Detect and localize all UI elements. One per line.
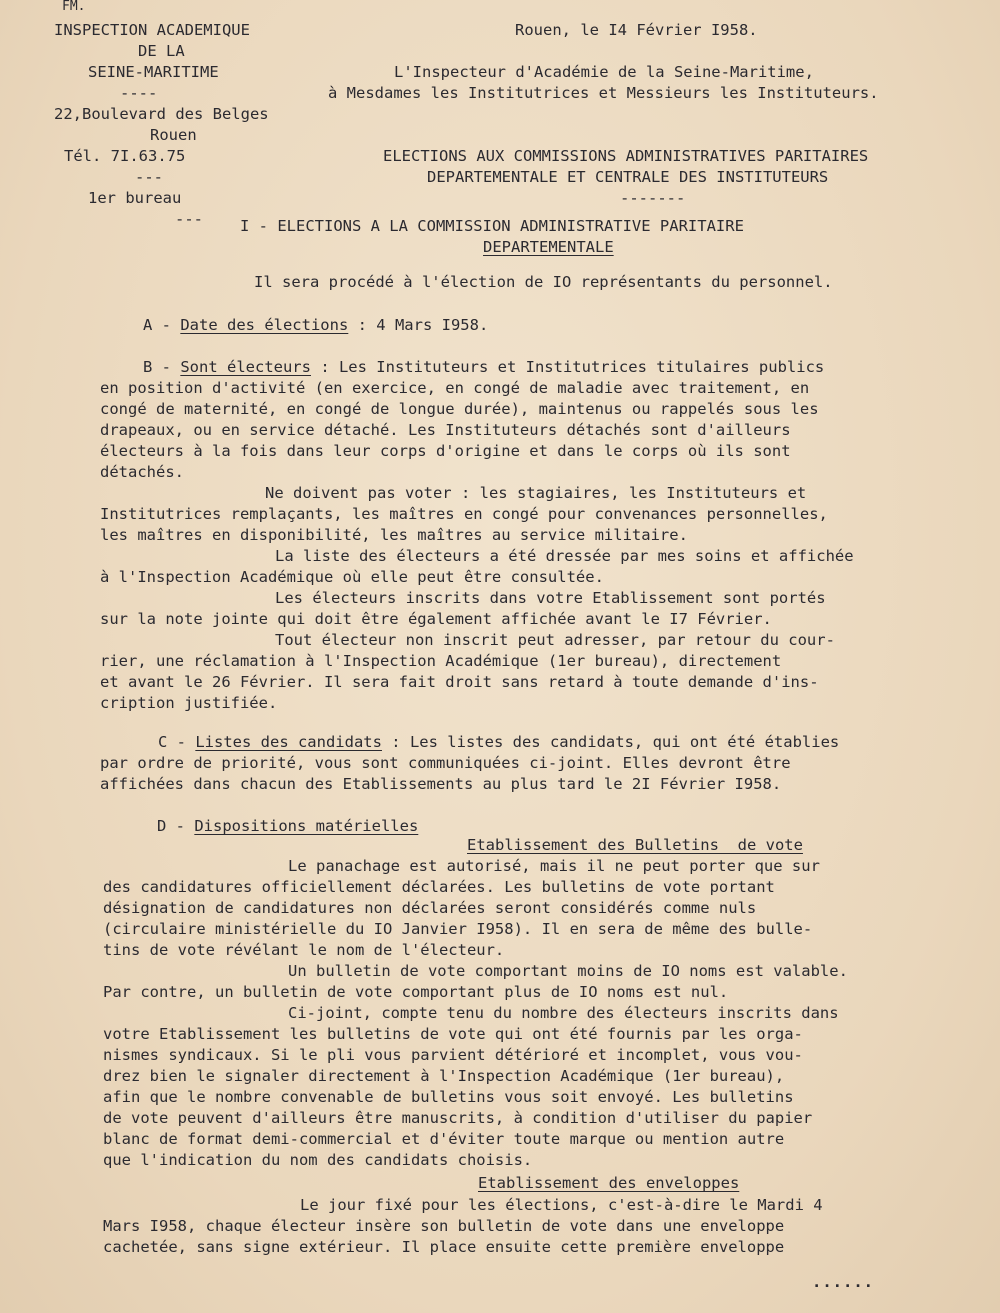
part-a: A - Date des élections : 4 Mars I958. bbox=[143, 316, 489, 334]
part-d-env-line-0: Le jour fixé pour les élections, c'est-à-dire le Mardi 4 bbox=[300, 1196, 823, 1214]
part-c-line-2: affichées dans chacun des Etablissements au plus tard le 2I Février I958. bbox=[100, 775, 782, 793]
part-d-line-14: que l'indication du nom des candidats choisis. bbox=[103, 1151, 533, 1169]
part-d-line-8: votre Etablissement les bulletins de vote qui ont été fournis par les orga- bbox=[103, 1025, 803, 1043]
part-b-line-1: en position d'activité (en exercice, en congé de maladie avec traitement, en bbox=[100, 379, 810, 397]
part-d-line-3: (circulaire ministérielle du IO Janvier I958). Il en sera de même des bulle- bbox=[103, 920, 813, 938]
org-name-line2: DE LA bbox=[138, 42, 185, 60]
org-name-line3: SEINE-MARITIME bbox=[88, 63, 219, 81]
part-b-line-16: cription justifiée. bbox=[100, 694, 278, 712]
part-b-line-4: électeurs à la fois dans leur corps d'origine et dans le corps où ils sont bbox=[100, 442, 791, 460]
part-b-line-15: et avant le 26 Février. Il sera fait droit sans retard à toute demande d'ins- bbox=[100, 673, 819, 691]
part-b-line-5: détachés. bbox=[100, 463, 184, 481]
title-separator: ------- bbox=[620, 189, 686, 207]
part-b-line-10: à l'Inspection Académique où elle peut être consultée. bbox=[100, 568, 604, 586]
part-b-line-6: Ne doivent pas voter : les stagiaires, les Instituteurs et bbox=[265, 484, 807, 502]
part-d-heading: D - Dispositions matérielles bbox=[157, 817, 419, 835]
subsection-ballots: Etablissement des Bulletins de vote bbox=[467, 836, 803, 854]
part-d-line-2: désignation de candidatures non déclarées seront considérés comme nuls bbox=[103, 899, 757, 917]
part-b-line-9: La liste des électeurs a été dressée par mes soins et affichée bbox=[275, 547, 854, 565]
part-d-line-11: afin que le nombre convenable de bulletins vous soit envoyé. Les bulletins bbox=[103, 1088, 794, 1106]
document-title-line1: ELECTIONS AUX COMMISSIONS ADMINISTRATIVES PARITAIRES bbox=[383, 147, 869, 165]
part-b-line-13: Tout électeur non inscrit peut adresser, par retour du cour- bbox=[275, 631, 835, 649]
part-d-env-line-1: Mars I958, chaque électeur insère son bulletin de vote dans une enveloppe bbox=[103, 1217, 785, 1235]
header-separator-2: --- bbox=[135, 168, 163, 186]
header-separator-1: ---- bbox=[120, 84, 158, 102]
part-a-title: Date des élections bbox=[180, 316, 349, 334]
part-d-line-6: Par contre, un bulletin de vote comportant plus de IO noms est nul. bbox=[103, 983, 729, 1001]
section-heading-line1: I - ELECTIONS A LA COMMISSION ADMINISTRATIVE PARITAIRE bbox=[240, 217, 744, 235]
subsection-envelopes: Etablissement des enveloppes bbox=[478, 1174, 740, 1192]
org-name-line1: INSPECTION ACADEMIQUE bbox=[54, 21, 250, 39]
part-d-line-4: tins de vote révélant le nom de l'électeur. bbox=[103, 941, 505, 959]
date-line: Rouen, le I4 Février I958. bbox=[515, 21, 758, 39]
part-d-title: Dispositions matérielles bbox=[194, 817, 419, 835]
part-c-title: Listes des candidats bbox=[195, 733, 382, 751]
section-intro: Il sera procédé à l'élection de IO représentants du personnel. bbox=[254, 273, 833, 291]
header-separator-3: --- bbox=[175, 210, 203, 228]
part-b-line-0: B - Sont électeurs : Les Instituteurs et Institutrices titulaires publics bbox=[143, 358, 825, 376]
continuation-dots: ...... bbox=[812, 1273, 874, 1291]
part-d-env-line-2: cachetée, sans signe extérieur. Il place ensuite cette première enveloppe bbox=[103, 1238, 785, 1256]
part-b-line-2: congé de maternité, en congé de longue durée), maintenus ou rappelés sous les bbox=[100, 400, 819, 418]
part-b-line-11: Les électeurs inscrits dans votre Etablissement sont portés bbox=[275, 589, 826, 607]
part-d-line-10: drez bien le signaler directement à l'Inspection Académique (1er bureau), bbox=[103, 1067, 785, 1085]
part-d-line-0: Le panachage est autorisé, mais il ne peut porter que sur bbox=[288, 857, 820, 875]
part-d-line-7: Ci-joint, compte tenu du nombre des électeurs inscrits dans bbox=[288, 1004, 839, 1022]
part-b-line-3: drapeaux, ou en service détaché. Les Instituteurs détachés sont d'ailleurs bbox=[100, 421, 791, 439]
part-d-line-1: des candidatures officiellement déclarées. Les bulletins de vote portant bbox=[103, 878, 775, 896]
part-c-line-0: C - Listes des candidats : Les listes des candidats, qui ont été établies bbox=[158, 733, 840, 751]
part-d-line-12: de vote peuvent d'ailleurs être manuscrits, à condition d'utiliser du papier bbox=[103, 1109, 813, 1127]
part-d-line-5: Un bulletin de vote comportant moins de IO noms est valable. bbox=[288, 962, 848, 980]
part-b-line-8: les maîtres en disponibilité, les maîtres au service militaire. bbox=[100, 526, 688, 544]
part-d-line-9: nismes syndicaux. Si le pli vous parvient détérioré et incomplet, vous vou- bbox=[103, 1046, 803, 1064]
part-d-line-13: blanc de format demi-commercial et d'éviter toute marque ou mention autre bbox=[103, 1130, 785, 1148]
address: 22,Boulevard des Belges bbox=[54, 105, 269, 123]
document-title-line2: DEPARTEMENTALE ET CENTRALE DES INSTITUTEURS bbox=[427, 168, 829, 186]
bureau: 1er bureau bbox=[88, 189, 182, 207]
section-heading-line2: DEPARTEMENTALE bbox=[483, 238, 614, 256]
part-b-line-7: Institutrices remplaçants, les maîtres en congé pour convenances personnelles, bbox=[100, 505, 828, 523]
part-c-line-1: par ordre de priorité, vous sont communiquées ci-joint. Elles devront être bbox=[100, 754, 791, 772]
sender-line: L'Inspecteur d'Académie de la Seine-Maritime, bbox=[394, 63, 814, 81]
part-b-line-14: rier, une réclamation à l'Inspection Académique (1er bureau), directement bbox=[100, 652, 782, 670]
city: Rouen bbox=[150, 126, 197, 144]
initials: FM. bbox=[62, 0, 86, 14]
part-b-title: Sont électeurs bbox=[180, 358, 311, 376]
part-b-line-12: sur la note jointe qui doit être également affichée avant le I7 Février. bbox=[100, 610, 772, 628]
phone: Tél. 7I.63.75 bbox=[64, 147, 186, 165]
recipient-line: à Mesdames les Institutrices et Messieurs les Instituteurs. bbox=[328, 84, 879, 102]
